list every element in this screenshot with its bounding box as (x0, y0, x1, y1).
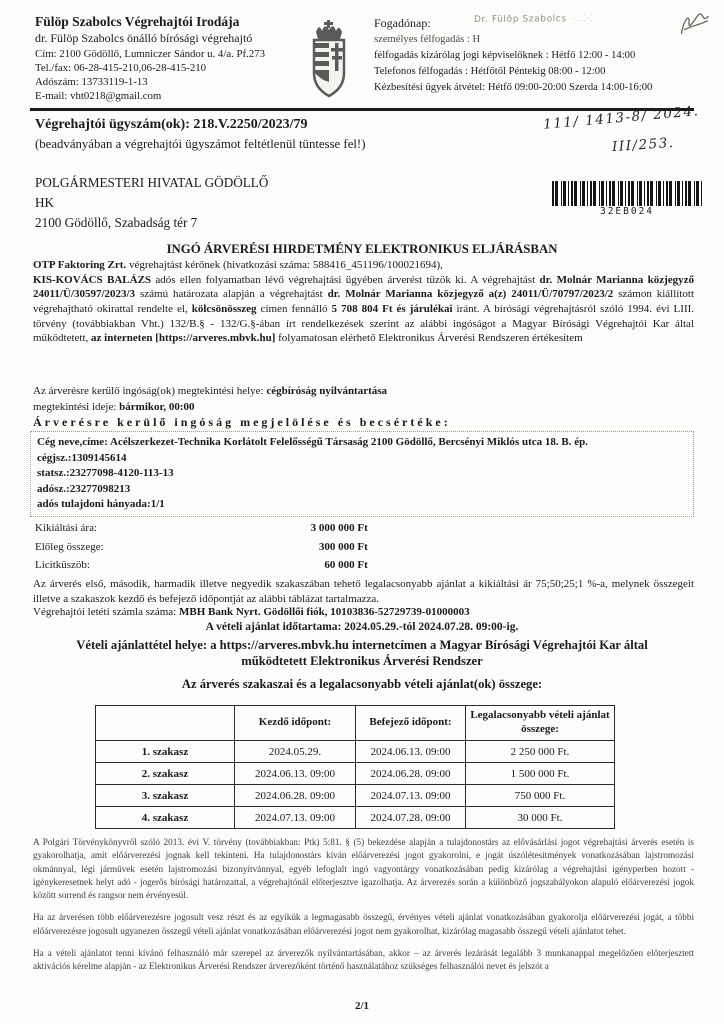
phase-4-start: 2024.07.13. 09:00 (235, 807, 356, 829)
item-section-heading: Árverésre kerülő ingóság megjelölése és becsértéke: (33, 415, 451, 429)
office-name: Fülöp Szabolcs Végrehajtói Irodája (35, 14, 240, 29)
phase-3-label: 3. szakasz (96, 785, 235, 807)
phase-1-end: 2024.06.13. 09:00 (356, 741, 466, 763)
starting-price-value: 3 000 000 Ft (310, 522, 368, 534)
item-description-box (30, 431, 694, 517)
item-stat-number: statsz.:23277098-4120-113-13 (37, 467, 174, 480)
legal-paragraph-3: Ha a vételi ajánlatot tenni kívánó felhasználó már szerepel az árverezők nyilvántartásában, akkor – az árverés lezárását legalább 3 munkanappal megelőzően előterjesztett aktivációs kérelme alapján - az Elektronikus Árverési Rendszer árverezőként történő használatához szükséges felhasználói nevet és jelszót a (33, 947, 694, 971)
item-tax-number: adósz.:23277098213 (37, 482, 131, 495)
phase-4-label: 4. szakasz (96, 807, 235, 829)
phase-2-start: 2024.06.13. 09:00 (235, 763, 356, 785)
deposit-account-line (33, 606, 694, 618)
office-officer: dr. Fülöp Szabolcs önálló bírósági végrehajtó (35, 30, 253, 45)
phase-3-end: 2024.07.13. 09:00 (356, 785, 466, 807)
case-number: Végrehajtói ügyszám(ok): 218.V.2250/2023/79 (35, 117, 308, 132)
office-email: E-mail: vht0218@gmail.com (35, 90, 162, 103)
office-info-block (35, 13, 315, 104)
header-end: Befejező időpont: (356, 706, 466, 741)
office-hours-legal-reps: félfogadás kizárólag jogi képviselőknek : Hétfő 12:00 - 14:00 (374, 49, 636, 61)
hungarian-coat-of-arms-icon (306, 18, 352, 105)
viewing-time-label: megtekintési ideje: (33, 400, 120, 413)
phase-3-start: 2024.06.28. 09:00 (235, 785, 356, 807)
phase-4-end: 2024.07.28. 09:00 (356, 807, 466, 829)
bid-step-label: Licitküszöb: (35, 559, 90, 571)
case-note: (beadványában a végrehajtói ügyszámot feltétlenül tüntesse fel!) (35, 137, 366, 152)
name-stamp: Dr. Fülöp Szabolcs ·․ׁ‥·ׁ․ (473, 13, 593, 25)
office-hours-phone: Telefonos félfogadás : Hétfőtől Péntekig 08:00 - 12:00 (374, 65, 606, 77)
legal-paragraph-1: A Polgári Törvénykönyvről szóló 2013. évi V. törvény (továbbiakban: Ptk) 5:81. § (5) bekezdése alapján a tulajdonostárs az elővásárlási jogot végrehajtási árverés esetén is gyakorolhatja, amit előárverezési jognak kell tekinteni. Ha tulajdonostárs kíván előárverezési jogot gyakorolni, e jogát úszólétesítmények vonatkozásában lajstromozási okmánnyal, légi járművek esetén lajstromozási bizonyítvánnyal, egyéb lefoglalt ingó vagyontárgy vonatkozásában pedig kizárólag a végrehajtási igényperben hozott - igénykeresetnek helyt adó - jogerős bírósági határozattal, a végrehajtónál előterjesztve igazolhatja. Az árverezés során a különböző jogszabályokon alapuló előárverezési jogok között sorrend és rangsor nem érvényesül. (33, 837, 694, 900)
table-row (96, 741, 615, 763)
phase-4-min-offer: 30 000 Ft. (466, 807, 615, 829)
viewing-place-value: cégbíróság nyilvántartása (266, 385, 388, 397)
office-hours-personal: személyes félfogadás : H (374, 34, 481, 45)
office-tax-id: Adószám: 13733119-1-13 (35, 76, 148, 89)
auction-phases-table (95, 705, 615, 829)
page-number: 2/1 (354, 1000, 370, 1012)
starting-price-label: Kikiáltási ára: (35, 522, 98, 534)
office-address: Cím: 2100 Gödöllő, Lumniczer Sándor u. 4/a. Pf.273 (35, 47, 266, 60)
header-min-offer: Legalacsonyabb vételi ajánlat összege: (466, 706, 615, 741)
phase-1-label: 1. szakasz (96, 741, 235, 763)
offer-place: Vételi ajánlattétel helye: a https://arveres.mbvk.hu internetcímen a Magyar Bírósági Végrehajtói Kar által működtetett Elektronikus Árverési Rendszer (76, 638, 648, 669)
phase-2-label: 2. szakasz (96, 763, 235, 785)
notary-decision: dr. Molnár Marianna közjegyző 24011/Ü/30597/2023/3 (33, 273, 695, 301)
auction-site-url: az interneten [https://arveres.mbvk.hu] (91, 332, 276, 345)
phase-1-start: 2024.05.29. (235, 741, 356, 763)
advance-value: 300 000 Ft (318, 540, 368, 553)
phase-2-min-offer: 1 500 000 Ft. (466, 763, 615, 785)
header-phase (96, 706, 235, 741)
table-row (96, 763, 615, 785)
phase-3-min-offer: 750 000 Ft. (466, 785, 615, 807)
deposit-account-number: MBH Bank Nyrt. Gödöllői fiók, 10103836-52729739-01000003 (179, 606, 470, 618)
auction-phases-heading: Az árverés szakaszai és a legalacsonyabb vételi ajánlat(ok) összege: (181, 677, 543, 691)
office-phone: Tel./fax: 06-28-415-210,06-28-415-210 (35, 61, 207, 74)
office-hours-block (374, 14, 704, 96)
addressee-block (35, 173, 268, 232)
office-hours-title: Fogadónap: (374, 16, 431, 30)
advance-label: Előleg összege: (35, 540, 104, 553)
addressee-code: HK (35, 194, 55, 210)
phase-2-end: 2024.06.28. 09:00 (356, 763, 466, 785)
office-hours-delivery: Kézbesítési ügyek átvétel: Hétfő 09:00-20:00 Szerda 14:00-16:00 (374, 81, 653, 93)
offer-period: A vételi ajánlat időtartama: 2024.05.29.-tól 2024.07.28. 09:00-ig. (205, 621, 519, 633)
minimum-bid-note: Az árverés első, második, harmadik illetve negyedik szakaszában tehető legalacsonyabb ajánlat a kikiáltási ár 75;50;25;1 %-a, melynek összegeit illetve a szakaszok kezdő és befejező időpontját az alábbi táblázat tartalmazza. (33, 578, 694, 605)
creditor-name: OTP Faktoring Zrt. (33, 259, 127, 271)
header-start: Kezdő időpont: (235, 706, 356, 741)
legal-paragraph-2: Ha az árverésen több előárverezésre jogosult vesz részt és az egyikük a legmagasabb összegű, érvényes vételi ajánlat vonatkozásában gyakorolja előárverezési jogát, a többi előárverezésre jogosult ugyanezen összegű vételi ajánlat vonatkozásában előárverezési jogot nem gyakorolhat, kizárólag magasabb összegű vételi ajánlatot tehet. (33, 912, 694, 936)
addressee-name: POLGÁRMESTERI HIVATAL GÖDÖLLŐ (35, 175, 269, 190)
notary-writ: dr. Molnár Marianna közjegyző a(z) 24011/Ü/70797/2023/2 (327, 288, 614, 301)
main-paragraph: OTP Faktoring Zrt. végrehajtást kérőnek (hivatkozási száma: 588416_451196/100021694), KIS-KOVÁCS BALÁZS adós ellen folyamatban lévő végrehajtási ügyében árverést tűzök ki. A végrehajtást dr. Molnár Marianna közjegyző 24011/Ü/30597/2023/3 számú határozata alapján a végrehajtást dr. Molnár Marianna közjegyző a(z) 24011/Ü/70797/2023/2 számon kiállított végrehajtható okirattal rendelte el, kölcsönösszeg címen fennálló 5 708 804 Ft és járulékai iránt. A bírósági végrehajtásról szóló 1994. évi LIII. törvény (továbbiakban Vht.) 132/B.§ - 132/G.§-ában írt rendelkezések szerint az alábbi ingóságot a Magyar Bírósági Végrehajtói Kar által működtetett, az interneten [https://arveres.mbvk.hu] folyamatosan elérhető Elektronikus Árverési Rendszeren értékesítem (33, 259, 695, 345)
deposit-label: Végrehajtói letéti számla száma: (33, 606, 179, 618)
item-registry-number: cégjsz.:1309145614 (37, 451, 127, 464)
header-divider (30, 108, 694, 111)
addressee-address: 2100 Gödöllő, Szabadság tér 7 (35, 214, 198, 230)
price-row (35, 541, 368, 560)
phase-1-min-offer: 2 250 000 Ft. (466, 741, 615, 763)
debtor-name: KIS-KOVÁCS BALÁZS (33, 273, 152, 286)
price-row (35, 559, 368, 578)
handwritten-filing-number-2: III/253. (611, 134, 676, 156)
barcode-block (552, 181, 702, 217)
viewing-time-value: bármikor, 00:00 (119, 400, 195, 413)
handwritten-filing-number: 111/ 1413-8/ 2024. (542, 103, 701, 133)
price-row (35, 522, 368, 541)
viewing-place-label: Az árverésre kerülő ingóság(ok) megtekintési helye: (33, 385, 267, 397)
item-company-name: Cég neve,címe: Acélszerkezet-Technika Korlátolt Felelősségű Társaság 2100 Gödöllő, Bercsényi Miklós utca 18. B. ép. (37, 436, 588, 448)
document-title: INGÓ ÁRVERÉSI HIRDETMÉNY ELEKTRONIKUS ELJÁRÁSBAN (166, 242, 558, 256)
table-row (96, 785, 615, 807)
barcode-icon (552, 181, 702, 206)
table-row (96, 807, 615, 829)
legal-notes (33, 836, 694, 982)
item-ownership-share: adós tulajdoni hányada:1/1 (37, 498, 165, 511)
price-list (35, 522, 368, 578)
table-header-row (96, 706, 615, 741)
case-number-block (35, 115, 365, 154)
claim-amount: 5 708 804 Ft és járulékai (331, 302, 453, 315)
bid-step-value: 60 000 Ft (324, 559, 368, 571)
viewing-info (33, 384, 387, 416)
barcode-text: 32EB024 (599, 206, 655, 217)
